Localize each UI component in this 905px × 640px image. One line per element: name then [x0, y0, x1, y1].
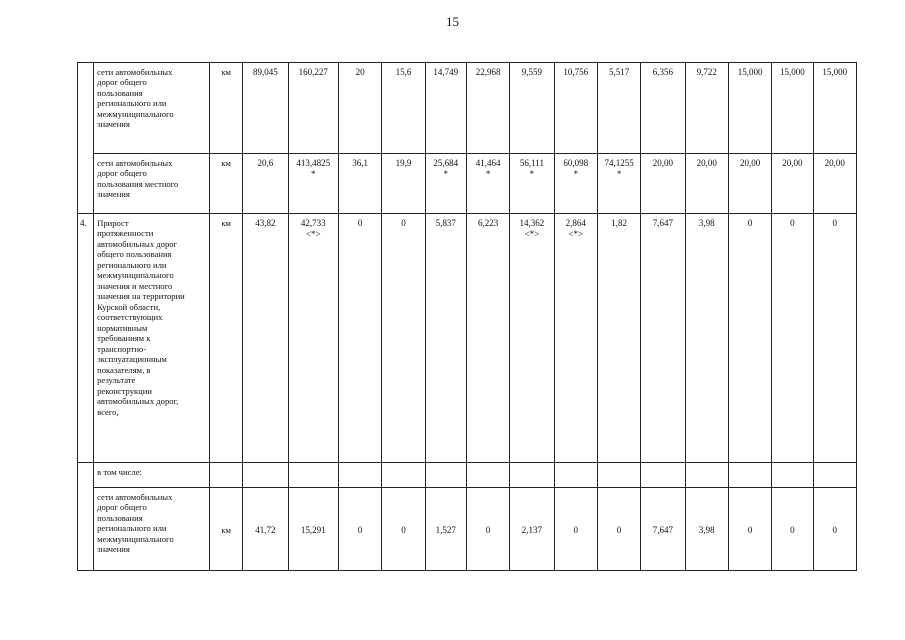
table-row [78, 488, 857, 571]
table-row [78, 463, 857, 488]
value-cell: 1,82 [597, 214, 640, 463]
value-cell: 0 [813, 488, 856, 571]
value-cell: 15,291 [288, 488, 338, 571]
unit-cell [210, 463, 243, 488]
value-cell: 0 [338, 488, 381, 571]
value-cell: 0 [728, 488, 771, 571]
value-cell: 56,111 * [510, 154, 554, 214]
value-cell: 3,98 [685, 488, 728, 571]
value-cell: 20,00 [772, 154, 813, 214]
value-cell: 19,9 [382, 154, 425, 214]
value-cell: 0 [382, 488, 425, 571]
value-cell [243, 463, 288, 488]
value-cell [554, 463, 597, 488]
value-cell: 6,356 [641, 63, 685, 154]
indicator-label-cell: Прирост протяженности автомобильных дорог общего пользования регионального или межмуниципального значения и местного значения на территории Курской области, соответствующих нормативным требованиям к транспортно- эксплуатационным показателям, в результате реконструкции автомобильных дорог, всего, [94, 214, 210, 463]
value-cell: 43,82 [243, 214, 288, 463]
row-number-cell [78, 488, 94, 571]
value-cell: 0 [382, 214, 425, 463]
value-cell: 0 [554, 488, 597, 571]
value-cell: 0 [338, 214, 381, 463]
indicator-label-cell: сети автомобильных дорог общего пользования регионального или межмуниципального значения [94, 63, 210, 154]
value-cell: 2,137 [510, 488, 554, 571]
value-cell [772, 463, 813, 488]
value-cell: 20 [338, 63, 381, 154]
value-cell [425, 463, 466, 488]
value-cell: 3,98 [685, 214, 728, 463]
value-cell [597, 463, 640, 488]
value-cell: 7,647 [641, 488, 685, 571]
indicator-label-cell: в том числе: [94, 463, 210, 488]
value-cell [338, 463, 381, 488]
value-cell [466, 463, 509, 488]
value-cell [728, 463, 771, 488]
value-cell: 42,733 <*> [288, 214, 338, 463]
value-cell: 14,362 <*> [510, 214, 554, 463]
value-cell: 10,756 [554, 63, 597, 154]
unit-cell: км [210, 154, 243, 214]
value-cell: 15,000 [813, 63, 856, 154]
value-cell: 20,00 [685, 154, 728, 214]
value-cell [288, 463, 338, 488]
indicator-label-cell: сети автомобильных дорог общего пользования местного значения [94, 154, 210, 214]
value-cell [510, 463, 554, 488]
value-cell: 2,864 <*> [554, 214, 597, 463]
value-cell: 15,6 [382, 63, 425, 154]
value-cell: 20,00 [813, 154, 856, 214]
value-cell: 22,968 [466, 63, 509, 154]
value-cell: 25,684 * [425, 154, 466, 214]
row-number-cell [78, 463, 94, 488]
value-cell: 14,749 [425, 63, 466, 154]
value-cell: 15,000 [728, 63, 771, 154]
value-cell: 0 [772, 488, 813, 571]
value-cell: 41,464 * [466, 154, 509, 214]
value-cell: 89,045 [243, 63, 288, 154]
row-number-cell [78, 63, 94, 154]
value-cell: 41,72 [243, 488, 288, 571]
value-cell [382, 463, 425, 488]
value-cell: 74,1255 * [597, 154, 640, 214]
row-number-cell [78, 154, 94, 214]
indicator-label-cell: сети автомобильных дорог общего пользования регионального или межмуниципального значения [94, 488, 210, 571]
value-cell: 5,517 [597, 63, 640, 154]
value-cell: 7,647 [641, 214, 685, 463]
value-cell: 15,000 [772, 63, 813, 154]
value-cell: 20,00 [728, 154, 771, 214]
value-cell: 9,722 [685, 63, 728, 154]
value-cell: 0 [466, 488, 509, 571]
unit-cell: км [210, 63, 243, 154]
value-cell: 0 [597, 488, 640, 571]
unit-cell: км [210, 214, 243, 463]
page-number: 15 [446, 14, 459, 29]
table-row [78, 214, 857, 463]
value-cell [685, 463, 728, 488]
value-cell: 1,527 [425, 488, 466, 571]
value-cell: 36,1 [338, 154, 381, 214]
value-cell: 5,837 [425, 214, 466, 463]
value-cell: 20,6 [243, 154, 288, 214]
value-cell: 0 [772, 214, 813, 463]
value-cell [813, 463, 856, 488]
table-row [78, 154, 857, 214]
value-cell: 20,00 [641, 154, 685, 214]
value-cell [641, 463, 685, 488]
table-row [78, 63, 857, 154]
value-cell: 9,559 [510, 63, 554, 154]
unit-cell: км [210, 488, 243, 571]
value-cell: 6,223 [466, 214, 509, 463]
value-cell: 160,227 [288, 63, 338, 154]
value-cell: 60,098 * [554, 154, 597, 214]
value-cell: 0 [728, 214, 771, 463]
row-number-cell: 4. [78, 214, 94, 463]
value-cell: 413,4825 * [288, 154, 338, 214]
data-table [77, 62, 857, 571]
value-cell: 0 [813, 214, 856, 463]
